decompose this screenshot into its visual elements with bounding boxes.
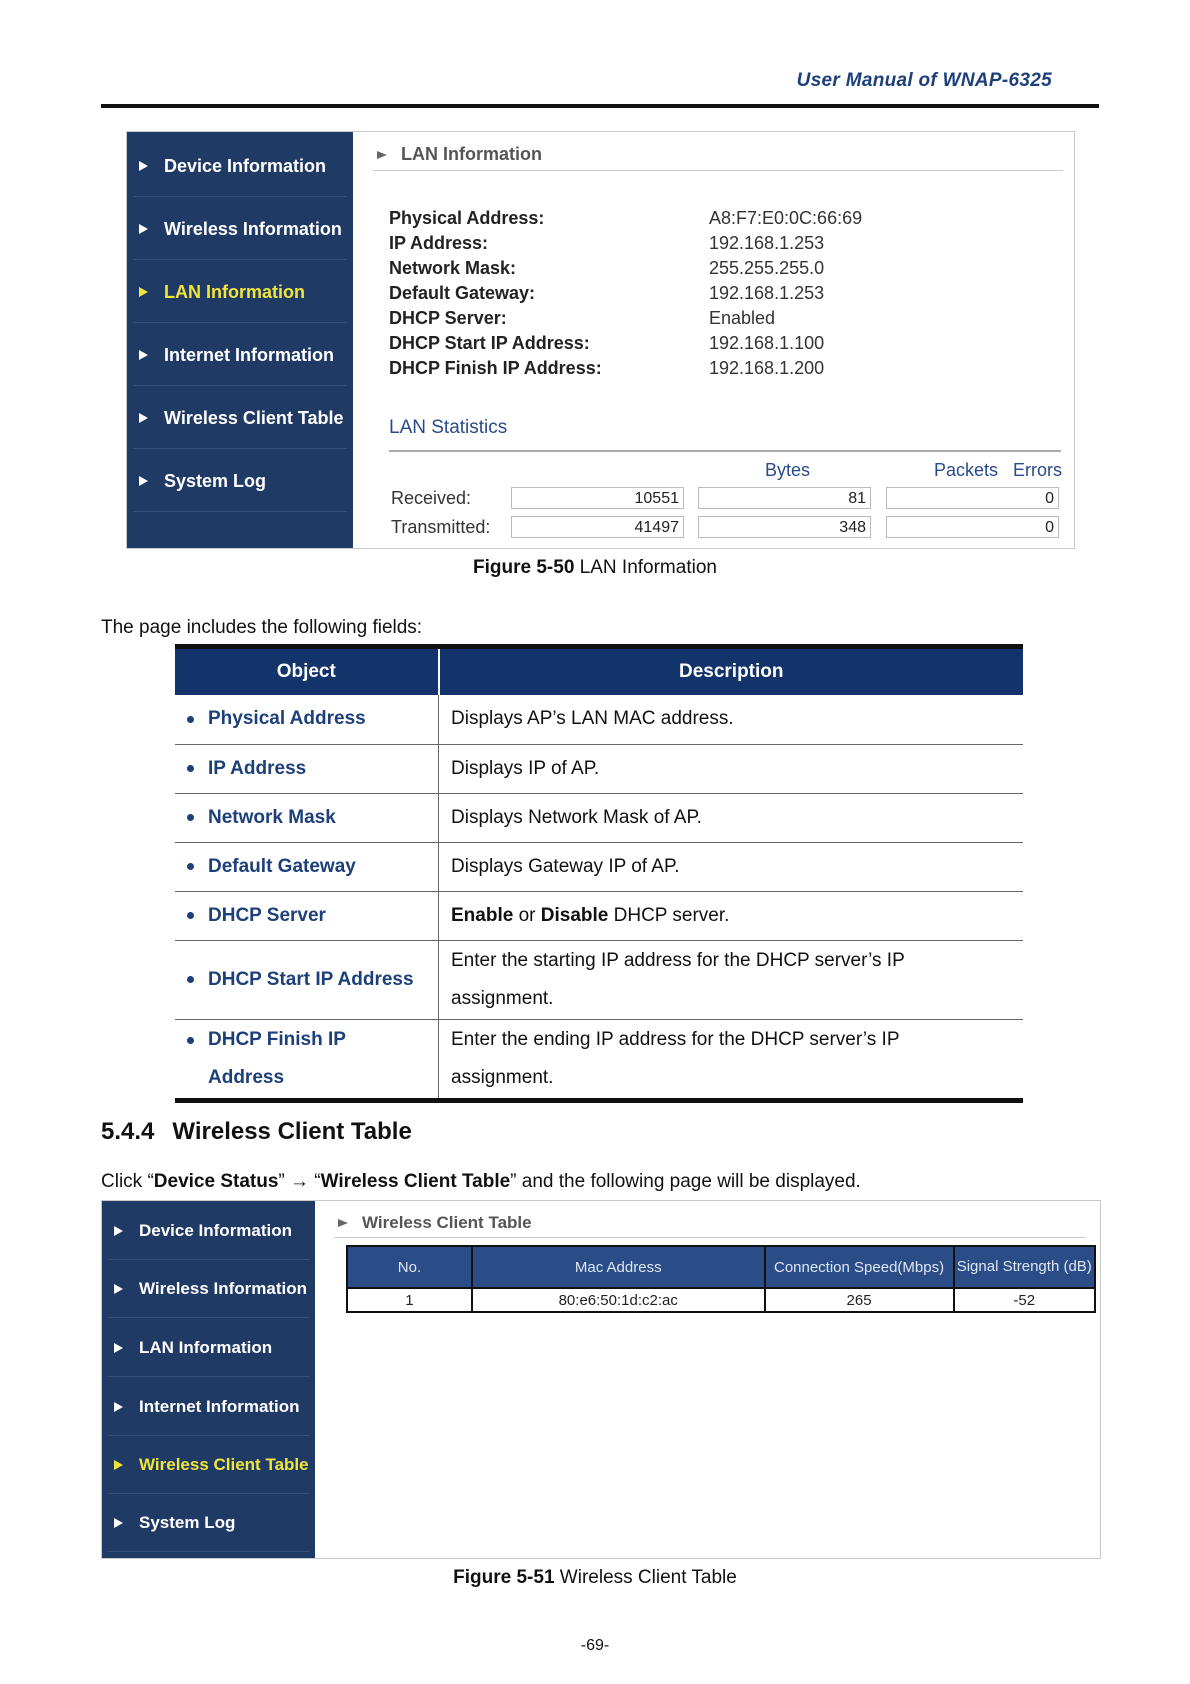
field-row [389,208,1049,233]
arrow-icon [139,350,148,360]
received-errors-field: 0 [886,487,1059,509]
sidebar-item-label: LAN Information [139,1338,273,1357]
stats-header-packets: Packets [933,460,998,480]
table-row [175,842,1023,891]
client-panel-title-text: Wireless Client Table [362,1213,532,1232]
field-value: Enabled [709,308,776,328]
panel-divider [334,1237,1086,1238]
sidebar-item-label: System Log [139,1513,236,1532]
description-cell: Enter the starting IP address for the DHCP server’s IP assignment. [439,940,1024,1019]
instruction-pre: Click “ [101,1171,154,1192]
sidebar-item-label: Internet Information [164,344,334,365]
arrow-icon [114,1402,123,1412]
stats-header-errors: Errors [1013,460,1062,480]
description-cell: Enter the ending IP address for the DHCP server’s IP assignment. [439,1019,1024,1100]
sidebar-item-label: LAN Information [164,281,305,302]
object-cell [175,940,439,1019]
sidebar-item-label: Device Information [139,1221,293,1240]
header-rule [101,104,1099,108]
sidebar-item-label: Wireless Client Table [164,407,344,428]
sidebar-item-label: Device Information [164,155,327,176]
column-header-object: Object [175,647,439,696]
panel-arrow-icon [377,151,387,159]
section-title: Wireless Client Table [172,1118,412,1145]
object-cell [175,1019,439,1100]
enable-word: Enable [451,904,514,926]
sidebar-item-wireless-client-table[interactable] [133,388,347,449]
desc-mid: or [513,904,541,926]
arrow-icon [139,287,148,297]
table-row [175,1019,1023,1100]
field-label: Network Mask: [389,258,517,278]
description-cell: Displays IP of AP. [439,744,1024,793]
field-label: Default Gateway: [389,283,536,303]
lan-info-screenshot [126,131,1075,549]
stats-header-bytes: Bytes [764,460,810,480]
lan-fields [389,208,1049,383]
stats-row-label: Transmitted: [391,517,491,537]
field-label: DHCP Start IP Address: [389,333,590,353]
field-value: A8:F7:E0:0C:66:69 [709,208,863,228]
arrow-icon [139,224,148,234]
object-name: Network Mask [208,806,336,828]
client-signal: -52 [954,1288,1095,1312]
lan-sidebar [127,132,353,548]
sidebar-item-label: Wireless Client Table [139,1455,309,1474]
object-cell [175,891,439,940]
stats-row-label: Received: [391,488,472,508]
received-bytes-field: 10551 [511,487,684,509]
sidebar-item-device-information[interactable] [108,1203,309,1260]
table-row [175,695,1023,744]
section-heading [101,1118,412,1146]
object-name: Default Gateway [208,855,356,877]
field-row [389,258,1049,283]
transmitted-packets-field: 348 [698,516,871,538]
bullet-icon [187,814,194,821]
figure-5-51-caption [0,1567,1190,1589]
instruction-text [101,1171,861,1193]
field-row [389,283,1049,308]
arrow-icon [139,476,148,486]
caption-text: LAN Information [574,557,717,578]
object-cell [175,793,439,842]
table-row [347,1288,1095,1312]
page-number: -69- [580,1637,610,1654]
wireless-client-table [346,1245,1096,1313]
field-label: Physical Address: [389,208,545,228]
device-status-term: Device Status [153,1171,279,1192]
field-row [389,308,1049,333]
column-header-description: Description [439,647,1024,696]
arrow-icon [114,1226,123,1236]
stats-divider [389,450,1061,452]
bullet-icon [187,765,194,772]
field-value: 192.168.1.100 [709,333,825,353]
table-row [175,793,1023,842]
field-label: IP Address: [389,233,489,253]
panel-arrow-icon [338,1219,348,1227]
arrow-icon [139,161,148,171]
object-cell [175,744,439,793]
panel-divider [373,170,1063,171]
arrow-icon [114,1284,123,1294]
column-header-mac-address: Mac Address [472,1246,765,1288]
client-sidebar [102,1201,315,1558]
disable-word: Disable [540,904,609,926]
lan-panel-title [377,144,542,165]
sidebar-item-device-information[interactable] [133,136,347,197]
sidebar-item-internet-information[interactable] [133,325,347,386]
sidebar-item-label: System Log [164,470,267,491]
sidebar-item-label: Internet Information [139,1397,300,1416]
column-header-signal-strength: Signal Strength (dB) [954,1246,1095,1288]
field-row [389,358,1049,383]
figure-5-50-caption [0,557,1190,579]
arrow-icon [139,413,148,423]
bullet-icon [187,1037,194,1044]
field-value: 192.168.1.253 [709,233,825,253]
table-row [175,744,1023,793]
arrow-icon: ” → “ [278,1171,321,1192]
arrow-icon [114,1460,123,1470]
instruction-post: ” and the following page will be displayed. [510,1171,861,1192]
object-cell [175,695,439,744]
received-packets-field: 81 [698,487,871,509]
fields-description-table [175,644,1023,1103]
description-cell: Displays Network Mask of AP. [439,793,1024,842]
transmitted-bytes-field: 41497 [511,516,684,538]
desc-end: DHCP server. [608,904,730,926]
bullet-icon [187,976,194,983]
object-cell [175,842,439,891]
description-cell: Displays Gateway IP of AP. [439,842,1024,891]
object-name: Physical Address [208,708,366,730]
sidebar-item-label: Wireless Information [139,1279,307,1298]
object-name: DHCP Server [208,904,326,926]
caption-text: Wireless Client Table [554,1567,737,1588]
arrow-icon [114,1343,123,1353]
field-row [389,333,1049,358]
column-header-no: No. [347,1246,472,1288]
sidebar-item-wireless-information[interactable] [133,199,347,260]
caption-number: Figure 5-51 [453,1567,555,1588]
table-row [175,891,1023,940]
sidebar-item-system-log[interactable] [108,1495,309,1552]
field-value: 192.168.1.253 [709,283,825,303]
intro-text: The page includes the following fields: [101,617,423,638]
field-row [389,233,1049,258]
description-cell [439,891,1024,940]
field-value: 255.255.255.0 [709,258,825,278]
object-name: IP Address [208,757,307,779]
column-header-connection-speed: Connection Speed(Mbps) [765,1246,954,1288]
lan-panel-title-text: LAN Information [401,144,542,164]
bullet-icon [187,863,194,870]
bullet-icon [187,716,194,723]
transmitted-errors-field: 0 [886,516,1059,538]
arrow-icon [114,1518,123,1528]
client-speed: 265 [765,1288,954,1312]
client-mac: 80:e6:50:1d:c2:ac [472,1288,765,1312]
bullet-icon [187,912,194,919]
field-value: 192.168.1.200 [709,358,825,378]
object-name: DHCP Start IP Address [208,968,414,990]
description-cell: Displays AP’s LAN MAC address. [439,695,1024,744]
sidebar-item-label: Wireless Information [164,218,342,239]
sidebar-item-internet-information[interactable] [108,1379,309,1436]
caption-number: Figure 5-50 [473,557,575,578]
object-name: DHCP Finish IP Address [208,1028,346,1088]
section-number: 5.4.4 [101,1118,155,1145]
sidebar-item-lan-information[interactable] [133,262,347,323]
sidebar-item-lan-information[interactable] [108,1320,309,1377]
sidebar-item-wireless-information[interactable] [108,1261,309,1318]
lan-statistics-title: LAN Statistics [389,417,508,438]
wireless-client-table-screenshot [101,1200,1101,1559]
sidebar-item-wireless-client-table[interactable] [108,1437,309,1494]
field-label: DHCP Finish IP Address: [389,358,602,378]
client-no: 1 [347,1288,472,1312]
field-label: DHCP Server: [389,308,507,328]
wireless-client-table-term: Wireless Client Table [320,1171,511,1192]
table-row [175,940,1023,1019]
sidebar-item-system-log[interactable] [133,451,347,512]
manual-header-title: User Manual of WNAP-6325 [796,70,1052,91]
client-panel-title [338,1213,532,1233]
